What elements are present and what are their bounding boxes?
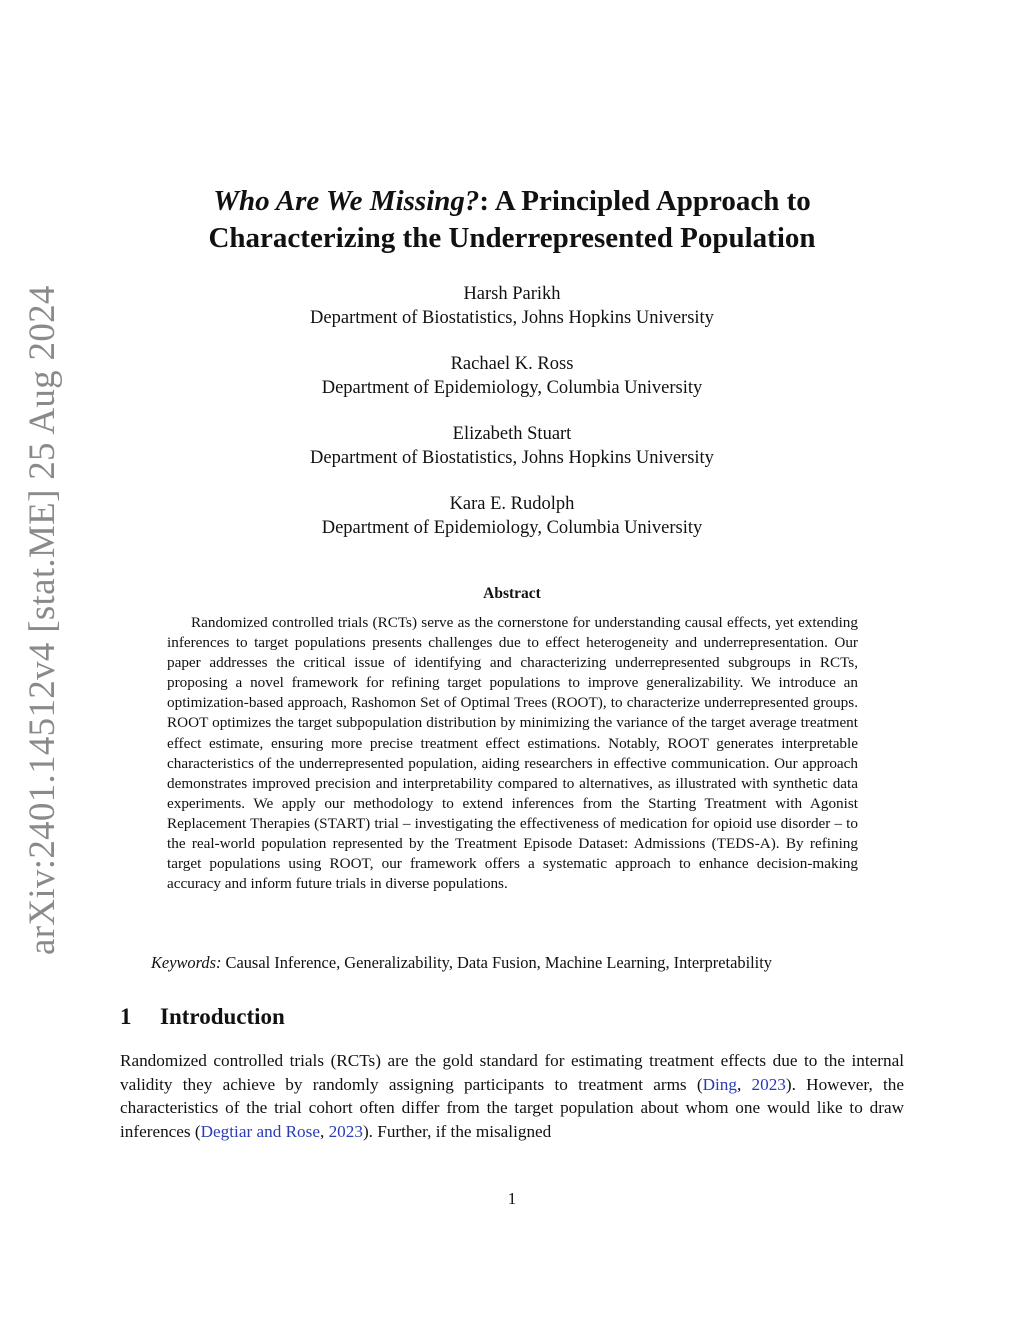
intro-text-segment: Randomized controlled trials (RCTs) are the gold standard for estimating treatment effects due to the internal validity they achieve by randomly assigning participants to treatment arms ( [120,1051,904,1094]
page-number: 1 [507,1189,517,1208]
author-name: Rachael K. Ross [450,354,574,374]
abstract-heading: Abstract [483,585,541,602]
author-name: Elizabeth Stuart [452,424,572,444]
title-italic-part: Who Are We Missing? [213,185,480,217]
intro-text-segment: ). Further, if the misaligned [362,1121,552,1141]
citation-link-degtiar-rose-year[interactable]: 2023 [328,1121,363,1141]
section-heading-introduction [120,1004,904,1030]
keywords-label: Keywords: [151,953,222,972]
section-number: 1 [120,1004,132,1029]
author-affiliation: Department of Epidemiology, Columbia University [321,517,703,538]
abstract-text: Randomized controlled trials (RCTs) serve as the cornerstone for understanding causal effects, yet extending inferences to target populations presents challenges due to effect heterogeneity and underrepresentation. Our paper addresses the critical issue of identifying and characterizing underrepresented subgroups in RCTs, proposing a novel framework for refining target populations to improve generalizability. We introduce an optimization-based approach, Rashomon Set of Optimal Trees (ROOT), to characterize underrepresented groups. ROOT optimizes the target subpopulation distribution by minimizing the variance of the target average treatment effect estimate, ensuring more precise treatment effect estimations. Notably, ROOT generates interpretable characteristics of the underrepresented population, aiding researchers in effective communication. Our approach demonstrates improved precision and interpretability compared to alternatives, as illustrated with synthetic data experiments. We apply our methodology to extend inferences from the Starting Treatment with Agonist Replacement Therapies (START) trial – investigating the effectiveness of medication for opioid use disorder – to the real-world population represented by the Treatment Episode Dataset: Admissions (TEDS-A). By refining target populations using ROOT, our framework offers a systematic approach to enhance decision-making accuracy and inform future trials in diverse populations. [167,614,858,893]
title-line2: Characterizing the Underrepresented Population [208,222,816,254]
author-affiliation: Department of Biostatistics, Johns Hopkins University [310,307,714,328]
author-block [120,353,904,400]
author-affiliation: Department of Epidemiology, Columbia University [321,377,703,398]
keywords-line [151,953,911,973]
introduction-paragraph [120,1049,904,1143]
paper-title [120,183,904,257]
keywords-text: Causal Inference, Generalizability, Data Fusion, Machine Learning, Interpretability [225,953,772,972]
author-name: Harsh Parikh [463,284,561,304]
arxiv-identifier-stamp: arXiv:2401.14512v4 [stat.ME] 25 Aug 2024 [22,285,63,955]
citation-link-ding[interactable]: Ding [702,1074,737,1094]
title-rest-line1: : A Principled Approach to [479,185,811,217]
author-block [120,283,904,330]
author-affiliation: Department of Biostatistics, Johns Hopkins University [310,447,714,468]
citation-link-degtiar-rose[interactable]: Degtiar and Rose [200,1121,320,1141]
intro-text-segment: , [319,1121,329,1141]
author-block [120,423,904,470]
intro-text-segment: , [736,1074,752,1094]
author-list [120,283,904,563]
section-title: Introduction [160,1004,285,1029]
author-name: Kara E. Rudolph [449,494,575,514]
intro-text-segment: ). However, the characteristics of the trial cohort often differ from the target population about whom one would like to draw inferences ( [120,1074,904,1141]
author-block [120,493,904,540]
citation-link-ding-year[interactable]: 2023 [751,1074,786,1094]
